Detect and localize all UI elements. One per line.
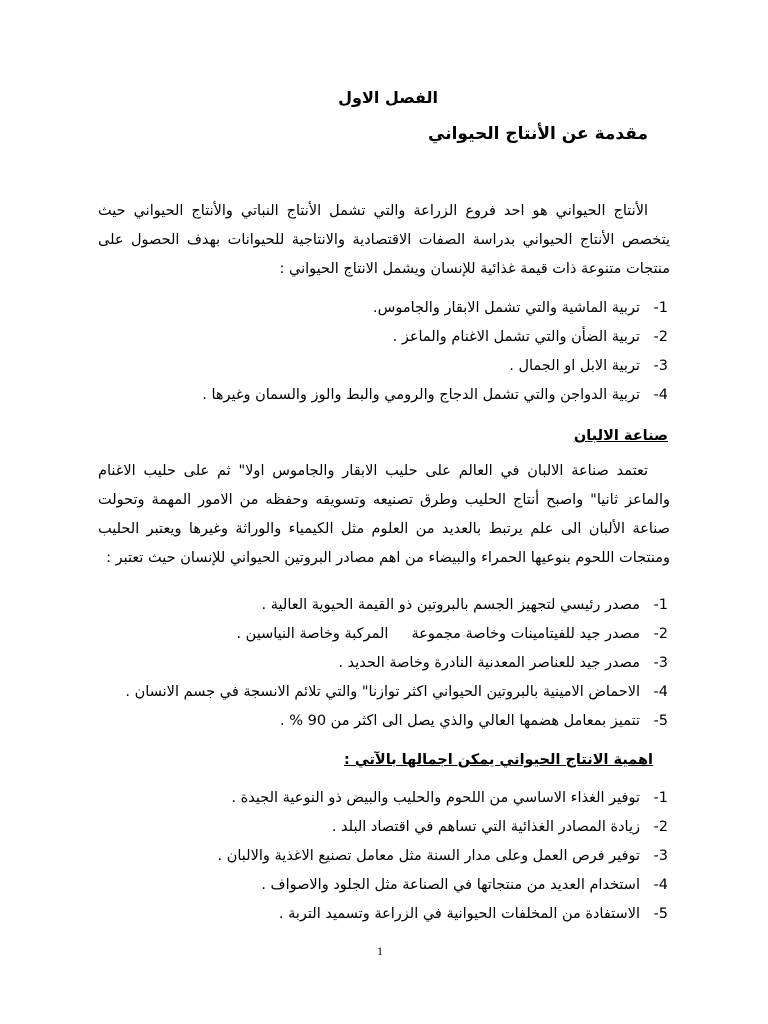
list-item <box>60 381 668 410</box>
item-text: مصدر جيد للعناصر المعدنية النادرة وخاصة الحديد . <box>338 655 640 671</box>
item-number: -3 <box>653 655 668 671</box>
intro-line: منتجات متنوعة ذات قيمة غذائية للإنسان ويشمل الانتاج الحيواني : <box>279 261 670 277</box>
importance-heading: اهمية الانتاج الحيواني يمكن اجمالها بالآتي : <box>343 752 653 768</box>
dairy-line: ومنتجات اللحوم بنوعيها الحمراء والبيضاء من اهم مصادر البروتين الحيواني للإنسان حيث تعتبر : <box>106 550 670 566</box>
item-text: توفير فرص العمل وعلى مدار السنة مثل معامل تصنيع الاغذية والالبان . <box>217 848 640 864</box>
item-text: الاستفادة من المخلفات الحيوانية في الزراعة وتسميد التربة . <box>278 906 640 922</box>
list-item <box>60 900 668 929</box>
item-text: تربية الماشية والتي تشمل الابقار والجاموس. <box>373 300 640 316</box>
item-text: استخدام العديد من منتجاتها في الصناعة مثل الجلود والاصواف . <box>261 877 640 893</box>
list-item <box>60 649 668 678</box>
item-text: تربية الدواجن والتي تشمل الدجاج والرومي والبط والوز والسمان وغيرها . <box>202 387 640 403</box>
item-text: تربية الابل او الجمال . <box>509 358 640 374</box>
intro-line: يتخصص الأنتاج الحيواني بدراسة الصفات الاقتصادية والانتاجية للحيوانات بهدف الحصول على <box>98 232 670 248</box>
item-number: -1 <box>653 300 668 316</box>
item-number: -3 <box>653 848 668 864</box>
item-number: -2 <box>653 329 668 345</box>
item-number: -5 <box>653 713 668 729</box>
list-item <box>60 620 668 649</box>
list-item <box>60 294 668 323</box>
section-title: مقدمة عن الأنتاج الحيواني <box>428 124 648 144</box>
dairy-paragraph <box>98 457 670 573</box>
list-item <box>60 323 668 352</box>
page-number: 1 <box>377 944 383 958</box>
list-item <box>60 813 668 842</box>
list-item <box>60 707 668 736</box>
chapter-title: الفصل الاول <box>338 88 438 107</box>
item-number: -2 <box>653 819 668 835</box>
importance-points-list <box>60 784 668 929</box>
list-item <box>60 842 668 871</box>
item-text: زيادة المصادر الغذائية التي تساهم في اقتصاد البلد . <box>331 819 640 835</box>
protein-points-list <box>60 591 668 736</box>
item-number: -4 <box>653 684 668 700</box>
dairy-line: والماعز ثانيا" واصبح أنتاج الحليب وطرق تصنيعه وتسويقه وحفظه من الامور المهمة وتحولت <box>98 492 670 508</box>
item-text: مصدر رئيسي لتجهيز الجسم بالبروتين ذو القيمة الحيوية العالية . <box>261 597 640 613</box>
item-text: مصدر جيد للفيتامينات وخاصة مجموعة المركبة وخاصة النياسين . <box>236 626 640 642</box>
item-text: تربية الضأن والتي تشمل الاغنام والماعز . <box>392 329 640 345</box>
item-number: -4 <box>653 877 668 893</box>
item-number: -3 <box>653 358 668 374</box>
production-types-list <box>60 294 668 410</box>
item-number: -4 <box>653 387 668 403</box>
list-item <box>60 591 668 620</box>
item-number: -5 <box>653 906 668 922</box>
item-number: -1 <box>653 790 668 806</box>
item-number: -2 <box>653 626 668 642</box>
list-item <box>60 352 668 381</box>
item-text: توفير الغذاء الاساسي من اللحوم والحليب والبيض ذو النوعية الجيدة . <box>231 790 640 806</box>
item-number: -1 <box>653 597 668 613</box>
dairy-heading: صناعة الالبان <box>573 428 668 444</box>
dairy-line: صناعة الألبان الى علم يرتبط بالعديد من العلوم مثل الكيمياء والوراثة وغيرها ويعتبر الحليب <box>98 521 670 537</box>
dairy-line: تعتمد صناعة الالبان في العالم على حليب الابقار والجاموس اولا" ثم على حليب الاغنام <box>98 463 648 479</box>
intro-paragraph <box>98 197 670 284</box>
item-text: تتميز بمعامل هضمها العالي والذي يصل الى اكثر من 90 % . <box>279 713 640 729</box>
list-item <box>60 871 668 900</box>
intro-line: الأنتاج الحيواني هو احد فروع الزراعة والتي تشمل الأنتاج النباتي والأنتاج الحيواني حيث <box>98 203 648 219</box>
list-item <box>60 784 668 813</box>
item-text: الاحماض الامينية بالبروتين الحيواني اكثر توازنا" والتي تلائم الانسجة في جسم الانسان . <box>125 684 640 700</box>
list-item <box>60 678 668 707</box>
